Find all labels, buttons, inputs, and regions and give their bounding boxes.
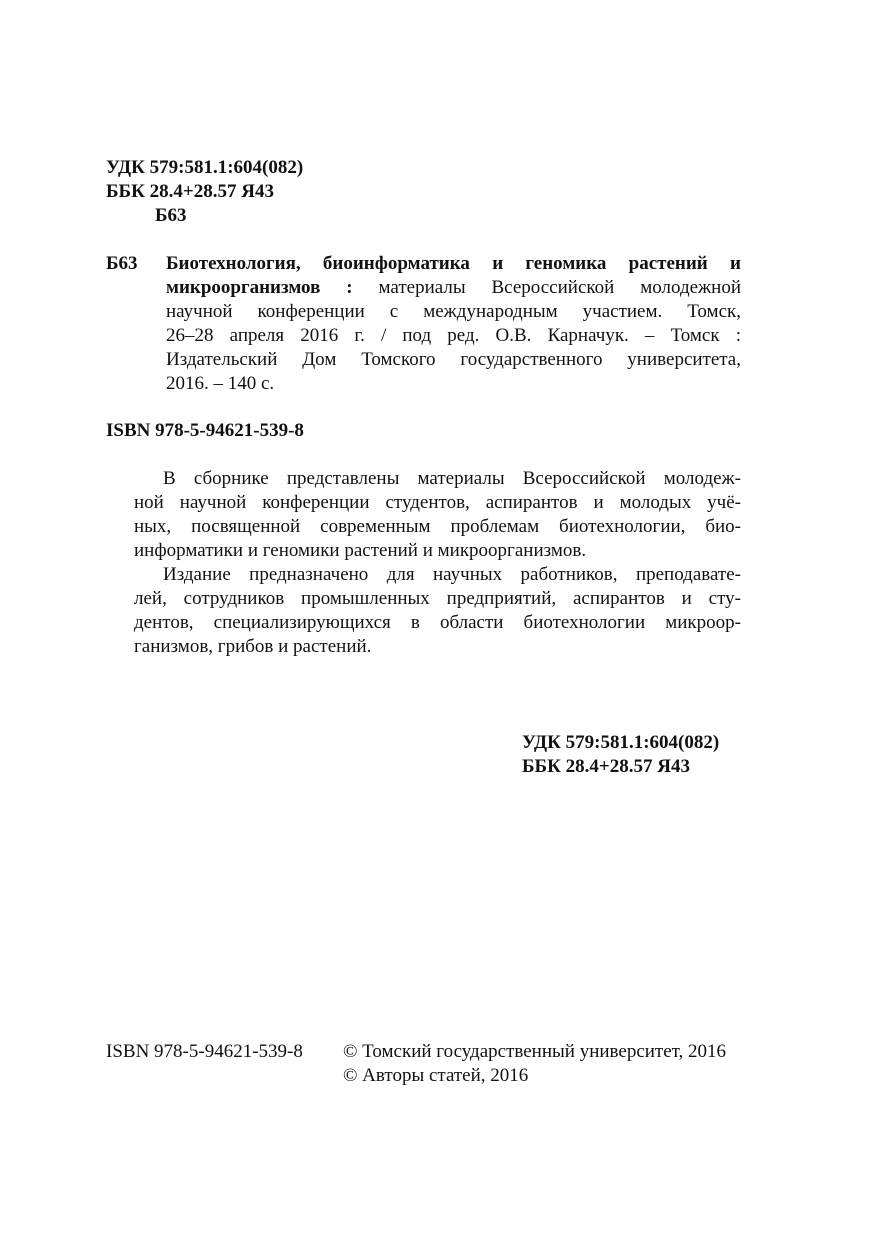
footer-bbk-code: ББК 28.4+28.57 Я43 bbox=[522, 756, 690, 777]
bib-line: микроорганизмов : материалы Всероссийской молодежной bbox=[166, 277, 742, 298]
annotation-line: информатики и геномики растений и микроорганизмов. bbox=[134, 540, 587, 561]
annotation-line: ных, посвященной современным проблемам биотехнологии, био- bbox=[134, 516, 741, 537]
bib-line: научной конференции с международным участием. Томск, bbox=[166, 301, 741, 322]
copyright-authors: © Авторы статей, 2016 bbox=[343, 1065, 529, 1086]
bib-line: Биотехнология, биоинформатика и геномика растений и bbox=[166, 253, 741, 274]
annotation-line: ной научной конференции студентов, аспирантов и молодых учё- bbox=[134, 492, 741, 513]
annotation-line: ганизмов, грибов и растений. bbox=[134, 636, 372, 657]
isbn-bold: ISBN 978-5-94621-539-8 bbox=[106, 420, 304, 441]
copyright-isbn: ISBN 978-5-94621-539-8 bbox=[106, 1041, 303, 1062]
annotation bbox=[134, 467, 741, 659]
bib-sign: Б63 bbox=[106, 253, 138, 274]
bib-line: 26–28 апреля 2016 г. / под ред. О.В. Карначук. – Томск : bbox=[166, 325, 741, 346]
bib-description bbox=[166, 252, 741, 396]
annotation-line: Издание предназначено для научных работников, преподавате- bbox=[163, 564, 741, 585]
bib-line: Издательский Дом Томского государственного университета, bbox=[166, 349, 741, 370]
annotation-line: дентов, специализирующихся в области биотехнологии микроор- bbox=[134, 612, 741, 633]
copyright-university: © Томский государственный университет, 2016 bbox=[343, 1041, 727, 1062]
author-sign: Б63 bbox=[155, 205, 187, 226]
footer-udk-code: УДК 579:581.1:604(082) bbox=[522, 732, 720, 753]
bib-line: 2016. – 140 с. bbox=[166, 373, 275, 394]
annotation-line: лей, сотрудников промышленных предприятий, аспирантов и сту- bbox=[134, 588, 741, 609]
udk-code: УДК 579:581.1:604(082) bbox=[106, 157, 304, 178]
bbk-code: ББК 28.4+28.57 Я43 bbox=[106, 181, 274, 202]
annotation-line: В сборнике представлены материалы Всероссийской молодеж- bbox=[163, 468, 741, 489]
